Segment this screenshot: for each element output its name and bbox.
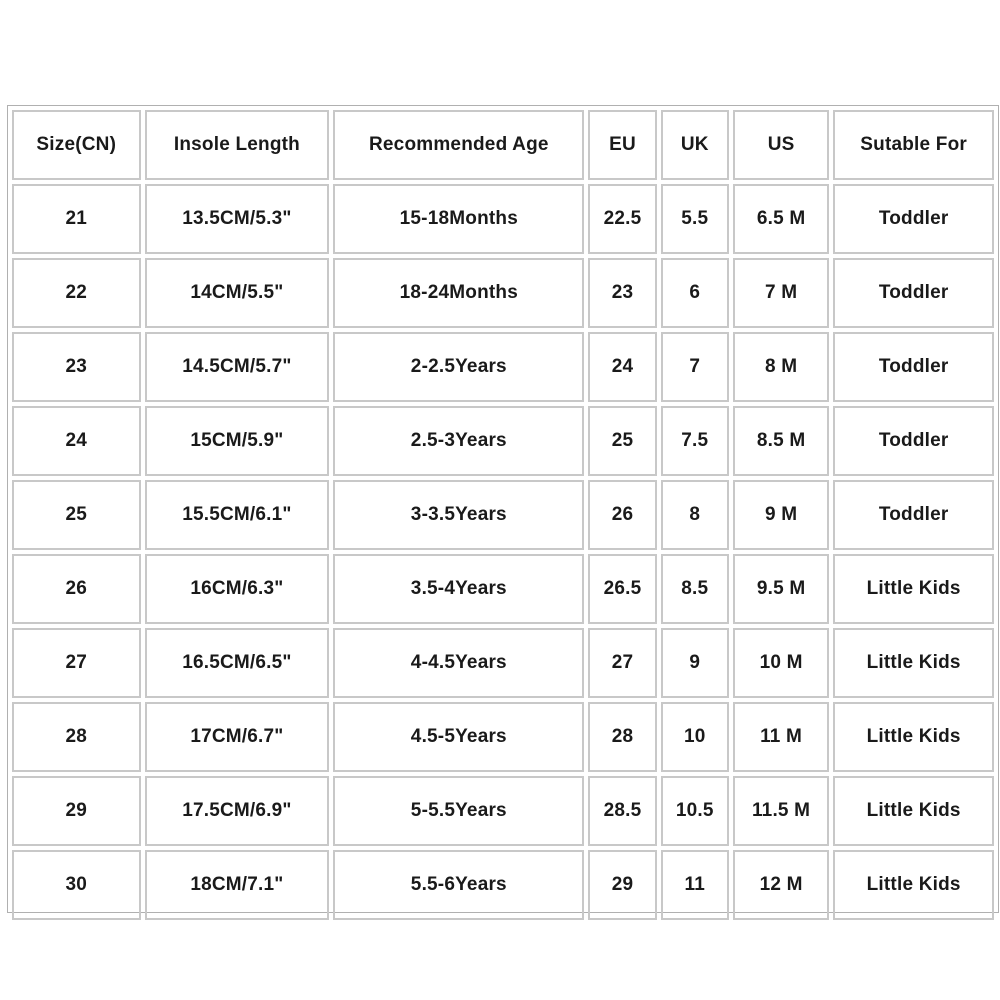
cell-us: 8 M [733, 332, 829, 402]
cell-suitable-for: Little Kids [833, 850, 994, 920]
cell-size-cn: 29 [12, 776, 141, 846]
cell-us: 8.5 M [733, 406, 829, 476]
cell-eu: 28.5 [588, 776, 656, 846]
table-row [12, 480, 994, 550]
cell-eu: 29 [588, 850, 656, 920]
cell-suitable-for: Toddler [833, 406, 994, 476]
cell-suitable-for: Toddler [833, 258, 994, 328]
cell-size-cn: 22 [12, 258, 141, 328]
cell-insole-length: 15.5CM/6.1" [145, 480, 330, 550]
header-row [12, 110, 994, 180]
cell-size-cn: 25 [12, 480, 141, 550]
cell-eu: 26.5 [588, 554, 656, 624]
cell-recommended-age: 2.5-3Years [333, 406, 584, 476]
cell-size-cn: 27 [12, 628, 141, 698]
cell-uk: 5.5 [661, 184, 729, 254]
table-row [12, 628, 994, 698]
cell-eu: 25 [588, 406, 656, 476]
cell-recommended-age: 3.5-4Years [333, 554, 584, 624]
cell-insole-length: 13.5CM/5.3" [145, 184, 330, 254]
cell-eu: 26 [588, 480, 656, 550]
cell-insole-length: 16.5CM/6.5" [145, 628, 330, 698]
cell-recommended-age: 18-24Months [333, 258, 584, 328]
table-row [12, 332, 994, 402]
cell-size-cn: 23 [12, 332, 141, 402]
cell-recommended-age: 4.5-5Years [333, 702, 584, 772]
cell-insole-length: 17CM/6.7" [145, 702, 330, 772]
table-row [12, 184, 994, 254]
size-chart-table [8, 106, 998, 924]
cell-us: 12 M [733, 850, 829, 920]
table-row [12, 554, 994, 624]
cell-uk: 11 [661, 850, 729, 920]
cell-us: 10 M [733, 628, 829, 698]
cell-suitable-for: Little Kids [833, 628, 994, 698]
cell-insole-length: 16CM/6.3" [145, 554, 330, 624]
cell-recommended-age: 2-2.5Years [333, 332, 584, 402]
cell-uk: 9 [661, 628, 729, 698]
cell-us: 9 M [733, 480, 829, 550]
cell-size-cn: 28 [12, 702, 141, 772]
cell-eu: 27 [588, 628, 656, 698]
cell-recommended-age: 4-4.5Years [333, 628, 584, 698]
cell-insole-length: 14.5CM/5.7" [145, 332, 330, 402]
cell-uk: 7 [661, 332, 729, 402]
size-chart-frame [7, 105, 999, 913]
cell-uk: 7.5 [661, 406, 729, 476]
cell-uk: 8 [661, 480, 729, 550]
size-chart-body [12, 184, 994, 920]
cell-insole-length: 15CM/5.9" [145, 406, 330, 476]
cell-suitable-for: Little Kids [833, 702, 994, 772]
header-suitable-for: Sutable For [833, 110, 994, 180]
cell-uk: 6 [661, 258, 729, 328]
table-row [12, 406, 994, 476]
cell-us: 6.5 M [733, 184, 829, 254]
cell-recommended-age: 5-5.5Years [333, 776, 584, 846]
cell-insole-length: 18CM/7.1" [145, 850, 330, 920]
table-row [12, 258, 994, 328]
header-eu: EU [588, 110, 656, 180]
header-insole-length: Insole Length [145, 110, 330, 180]
header-recommended-age: Recommended Age [333, 110, 584, 180]
cell-suitable-for: Toddler [833, 480, 994, 550]
cell-suitable-for: Toddler [833, 184, 994, 254]
cell-eu: 28 [588, 702, 656, 772]
cell-us: 11.5 M [733, 776, 829, 846]
cell-recommended-age: 5.5-6Years [333, 850, 584, 920]
cell-eu: 22.5 [588, 184, 656, 254]
cell-insole-length: 14CM/5.5" [145, 258, 330, 328]
cell-recommended-age: 15-18Months [333, 184, 584, 254]
cell-insole-length: 17.5CM/6.9" [145, 776, 330, 846]
cell-uk: 8.5 [661, 554, 729, 624]
cell-recommended-age: 3-3.5Years [333, 480, 584, 550]
cell-size-cn: 21 [12, 184, 141, 254]
cell-us: 11 M [733, 702, 829, 772]
table-row [12, 776, 994, 846]
cell-eu: 23 [588, 258, 656, 328]
cell-suitable-for: Little Kids [833, 776, 994, 846]
cell-eu: 24 [588, 332, 656, 402]
table-row [12, 702, 994, 772]
header-uk: UK [661, 110, 729, 180]
table-row [12, 850, 994, 920]
header-us: US [733, 110, 829, 180]
cell-size-cn: 26 [12, 554, 141, 624]
cell-us: 9.5 M [733, 554, 829, 624]
cell-size-cn: 24 [12, 406, 141, 476]
cell-suitable-for: Little Kids [833, 554, 994, 624]
cell-uk: 10 [661, 702, 729, 772]
cell-us: 7 M [733, 258, 829, 328]
header-size-cn: Size(CN) [12, 110, 141, 180]
cell-suitable-for: Toddler [833, 332, 994, 402]
cell-size-cn: 30 [12, 850, 141, 920]
cell-uk: 10.5 [661, 776, 729, 846]
